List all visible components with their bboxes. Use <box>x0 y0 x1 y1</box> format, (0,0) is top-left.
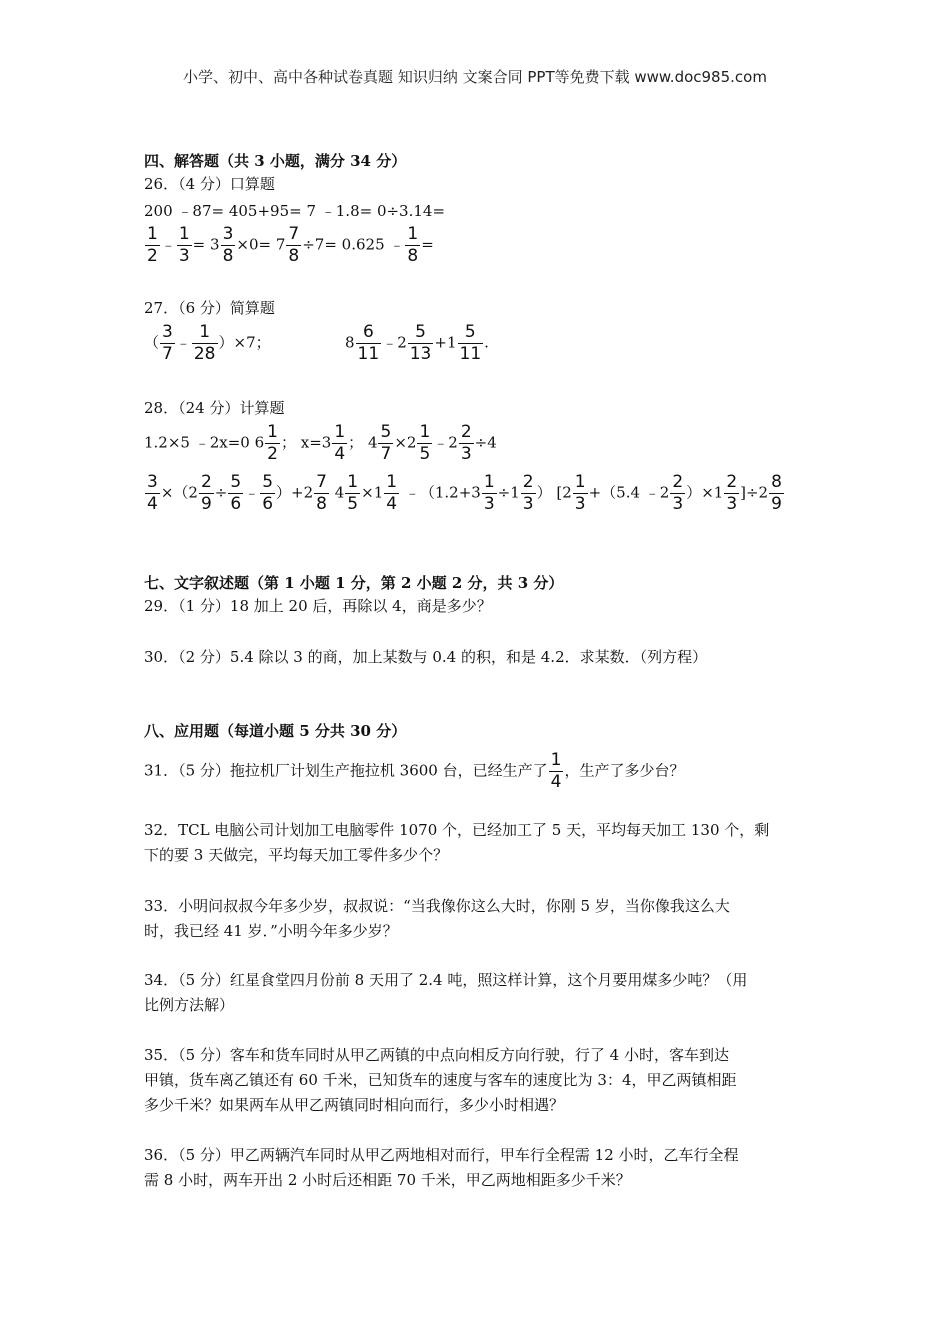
question-36-line-2: 需 8 小时，两车开出 2 小时后还相距 70 千米，甲乙两地相距多少千米？ <box>144 1171 631 1189</box>
fraction: $\frac{2}{3}$ <box>726 472 738 514</box>
fraction: $\frac{1}{4}$ <box>334 422 346 464</box>
question-28-title: 28．（24 分）计算题 <box>144 399 285 417</box>
section-4-title: 四、解答题（共 3 小题，满分 34 分） <box>144 152 407 170</box>
question-32-line-1: 32．TCL 电脑公司计划加工电脑零件 1070 个，已经加工了 5 天，平均每天加工 130 个，剩 <box>144 821 770 839</box>
question-28-line-2: $\frac{3}{4}$ ×（2 $\frac{2}{9}$ ÷ $\frac{5}{6}$ ﹣ $\frac{5}{6}$ ）+2 $\frac{7}{8}$ 4 $\frac{1}{5}$ ×1 $\frac{1}{4}$ ﹣（1.2+3 $\frac{1}{3}$ ÷1 $\frac{2}{3}$ ） [2 $\frac{1}{3}$ +（5.4 ﹣2 $\frac{2}{3}$ ）×1 $\frac{2}{3}$ ]÷2 $\frac{8}{9}$ <box>147 472 782 514</box>
fraction: $\frac{5}{6}$ <box>262 472 274 514</box>
fraction: $\frac{5}{11}$ <box>459 322 482 364</box>
question-27-expr-a: （ $\frac{3}{7}$ ﹣ $\frac{1}{28}$ ）×7； <box>144 322 271 364</box>
fraction: $\frac{1}{3}$ <box>483 472 495 514</box>
question-26-title: 26．（4 分）口算题 <box>144 175 275 193</box>
section-7-title: 七、文字叙述题（第 1 小题 1 分，第 2 小题 2 分，共 3 分） <box>144 574 564 592</box>
question-36-line-1: 36．（5 分）甲乙两辆汽车同时从甲乙两地相对而行，甲车行全程需 12 小时，乙车行全程 <box>144 1146 739 1164</box>
question-34-line-1: 34．（5 分）红星食堂四月份前 8 天用了 2.4 吨，照这样计算，这个月要用煤多少吨？（用 <box>144 971 748 989</box>
question-35-line-2: 甲镇，货车离乙镇还有 60 千米，已知货车的速度与客车的速度比为 3：4，甲乙两镇相距 <box>144 1071 737 1089</box>
question-32-line-2: 下的要 3 天做完，平均每天加工零件多少个？ <box>144 846 449 864</box>
fraction: $\frac{1}{4}$ <box>386 472 398 514</box>
fraction: $\frac{7}{8}$ <box>316 472 327 514</box>
fraction: $\frac{3}{7}$ <box>162 322 173 364</box>
fraction: $\frac{1}{2}$ <box>267 422 278 464</box>
question-30: 30．（2 分）5.4 除以 3 的商，加上某数与 0.4 的积，和是 4.2．求某数．（列方程） <box>144 648 708 666</box>
question-26-line-1: 200 ﹣87= 405+95= 7 ﹣1.8= 0÷3.14= <box>144 202 446 220</box>
fraction: $\frac{7}{8}$ <box>288 224 300 266</box>
fraction: $\frac{2}{3}$ <box>672 472 684 514</box>
question-29: 29．（1 分）18 加上 20 后，再除以 4，商是多少？ <box>144 597 492 615</box>
fraction: $\frac{1}{28}$ <box>193 322 216 364</box>
question-27-expr-b: 8 $\frac{6}{11}$ ﹣2 $\frac{5}{13}$ +1 $\frac{5}{11}$ . <box>345 322 489 364</box>
question-33-line-1: 33．小明问叔叔今年多少岁，叔叔说：“当我像你这么大时，你刚 5 岁，当你像我这么大 <box>144 897 730 915</box>
fraction: $\frac{1}{4}$ <box>550 750 562 792</box>
fraction: $\frac{2}{3}$ <box>522 472 534 514</box>
question-28-line-1: 1.2×5 ﹣2x=0 6 $\frac{1}{2}$ ； x=3 $\frac{1}{4}$ ； 4 $\frac{5}{7}$ ×2 $\frac{1}{5}$ ﹣2 $\frac{2}{3}$ ÷4 <box>144 422 497 464</box>
question-31: 31．（5 分）拖拉机厂计划生产拖拉机 3600 台，已经生产了 $\frac{1}{4}$ ，生产了多少台？ <box>144 750 685 792</box>
question-33-line-2: 时，我已经 41 岁．”小明今年多少岁？ <box>144 922 398 940</box>
fraction: $\frac{2}{9}$ <box>200 472 212 514</box>
question-35-line-1: 35．（5 分）客车和货车同时从甲乙两镇的中点向相反方向行驶，行了 4 小时，客车到达 <box>144 1046 729 1064</box>
fraction: $\frac{3}{4}$ <box>147 472 158 514</box>
page-header: 小学、初中、高中各种试卷真题 知识归纳 文案合同 PPT等免费下载 www.doc985.com <box>183 68 767 86</box>
fraction: $\frac{5}{13}$ <box>409 322 432 364</box>
fraction: $\frac{1}{3}$ <box>178 224 190 266</box>
fraction: $\frac{1}{3}$ <box>574 472 586 514</box>
fraction: $\frac{1}{2}$ <box>147 224 158 266</box>
fraction: $\frac{1}{8}$ <box>407 224 419 266</box>
fraction: $\frac{8}{9}$ <box>771 472 782 514</box>
fraction: $\frac{5}{7}$ <box>380 422 392 464</box>
question-35-line-3: 多少千米？如果两车从甲乙两镇同时相向而行，多少小时相遇？ <box>144 1096 565 1114</box>
question-27-title: 27．（6 分）简算题 <box>144 299 275 317</box>
fraction: $\frac{5}{6}$ <box>230 472 242 514</box>
section-8-title: 八、应用题（每道小题 5 分共 30 分） <box>144 722 407 740</box>
fraction: $\frac{3}{8}$ <box>222 224 234 266</box>
fraction: $\frac{1}{5}$ <box>419 422 431 464</box>
fraction: $\frac{2}{3}$ <box>460 422 472 464</box>
question-26-line-2: $\frac{1}{2}$ ﹣ $\frac{1}{3}$ = 3 $\frac{3}{8}$ ×0= 7 $\frac{7}{8}$ ÷7= 0.625 ﹣ $\frac{1}{8}$ = <box>147 224 434 266</box>
question-34-line-2: 比例方法解） <box>144 996 235 1014</box>
fraction: $\frac{6}{11}$ <box>357 322 380 364</box>
fraction: $\frac{1}{5}$ <box>347 472 359 514</box>
